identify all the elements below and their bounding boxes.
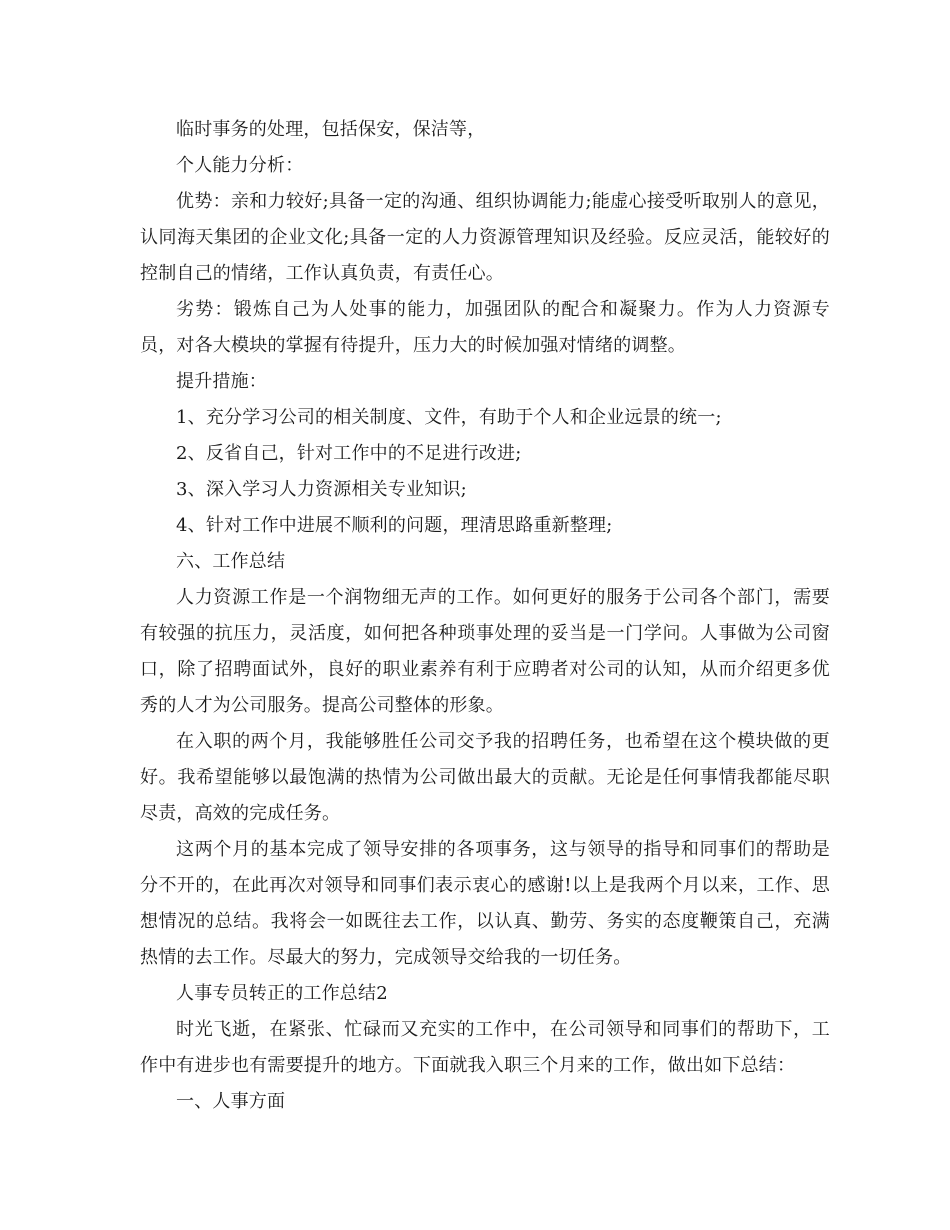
paragraph-temp-affairs: 临时事务的处理，包括保安，保洁等， — [176, 119, 486, 140]
heading-summary-2: 人事专员转正的工作总结2 — [176, 983, 388, 1004]
heading-personal-ability: 个人能力分析： — [176, 155, 304, 176]
paragraph-strengths: 优势：亲和力较好;具备一定的沟通、组织协调能力;能虚心接受听取别人的意见，认同海天集团的企业文化;具备一定的人力资源管理知识及经验。反应灵活，能较好的控制自己的情绪，工作认真负责，有责任心。 — [140, 191, 830, 284]
paragraph-weaknesses: 劣势：锻炼自己为人处事的能力，加强团队的配合和凝聚力。作为人力资源专员，对各大模块的掌握有待提升，压力大的时候加强对情绪的调整。 — [140, 299, 830, 356]
list-item-3: 3、深入学习人力资源相关专业知识; — [176, 479, 467, 500]
paragraph-thanks: 这两个月的基本完成了领导安排的各项事务，这与领导的指导和同事们的帮助是分不开的，在此再次对领导和同事们表示衷心的感谢!以上是我两个月以来，工作、思想情况的总结。我将会一如既往去工作，以认真、勤劳、务实的态度鞭策自己，充满热情的去工作。尽最大的努力，完成领导交给我的一切任务。 — [140, 839, 830, 968]
document-body — [140, 112, 830, 1120]
list-item-4: 4、针对工作中进展不顺利的问题，理清思路重新整理; — [176, 515, 613, 536]
list-item-1: 1、充分学习公司的相关制度、文件，有助于个人和企业远景的统一; — [176, 407, 722, 428]
list-item-2: 2、反省自己，针对工作中的不足进行改进; — [176, 443, 522, 464]
heading-personnel: 一、人事方面 — [176, 1091, 286, 1112]
paragraph-two-months: 在入职的两个月，我能够胜任公司交予我的招聘任务，也希望在这个模块做的更好。我希望能够以最饱满的热情为公司做出最大的贡献。无论是任何事情我都能尽职尽责，高效的完成任务。 — [140, 731, 830, 824]
paragraph-time-flies: 时光飞逝，在紧张、忙碌而又充实的工作中，在公司领导和同事们的帮助下，工作中有进步也有需要提升的地方。下面就我入职三个月来的工作，做出如下总结： — [140, 1019, 830, 1076]
heading-improvement: 提升措施： — [176, 371, 267, 392]
paragraph-hr-work: 人力资源工作是一个润物细无声的工作。如何更好的服务于公司各个部门，需要有较强的抗压力，灵活度，如何把各种琐事处理的妥当是一门学问。人事做为公司窗口，除了招聘面试外，良好的职业素养有利于应聘者对公司的认知，从而介绍更多优秀的人才为公司服务。提高公司整体的形象。 — [140, 587, 830, 716]
heading-work-summary: 六、工作总结 — [176, 551, 286, 572]
